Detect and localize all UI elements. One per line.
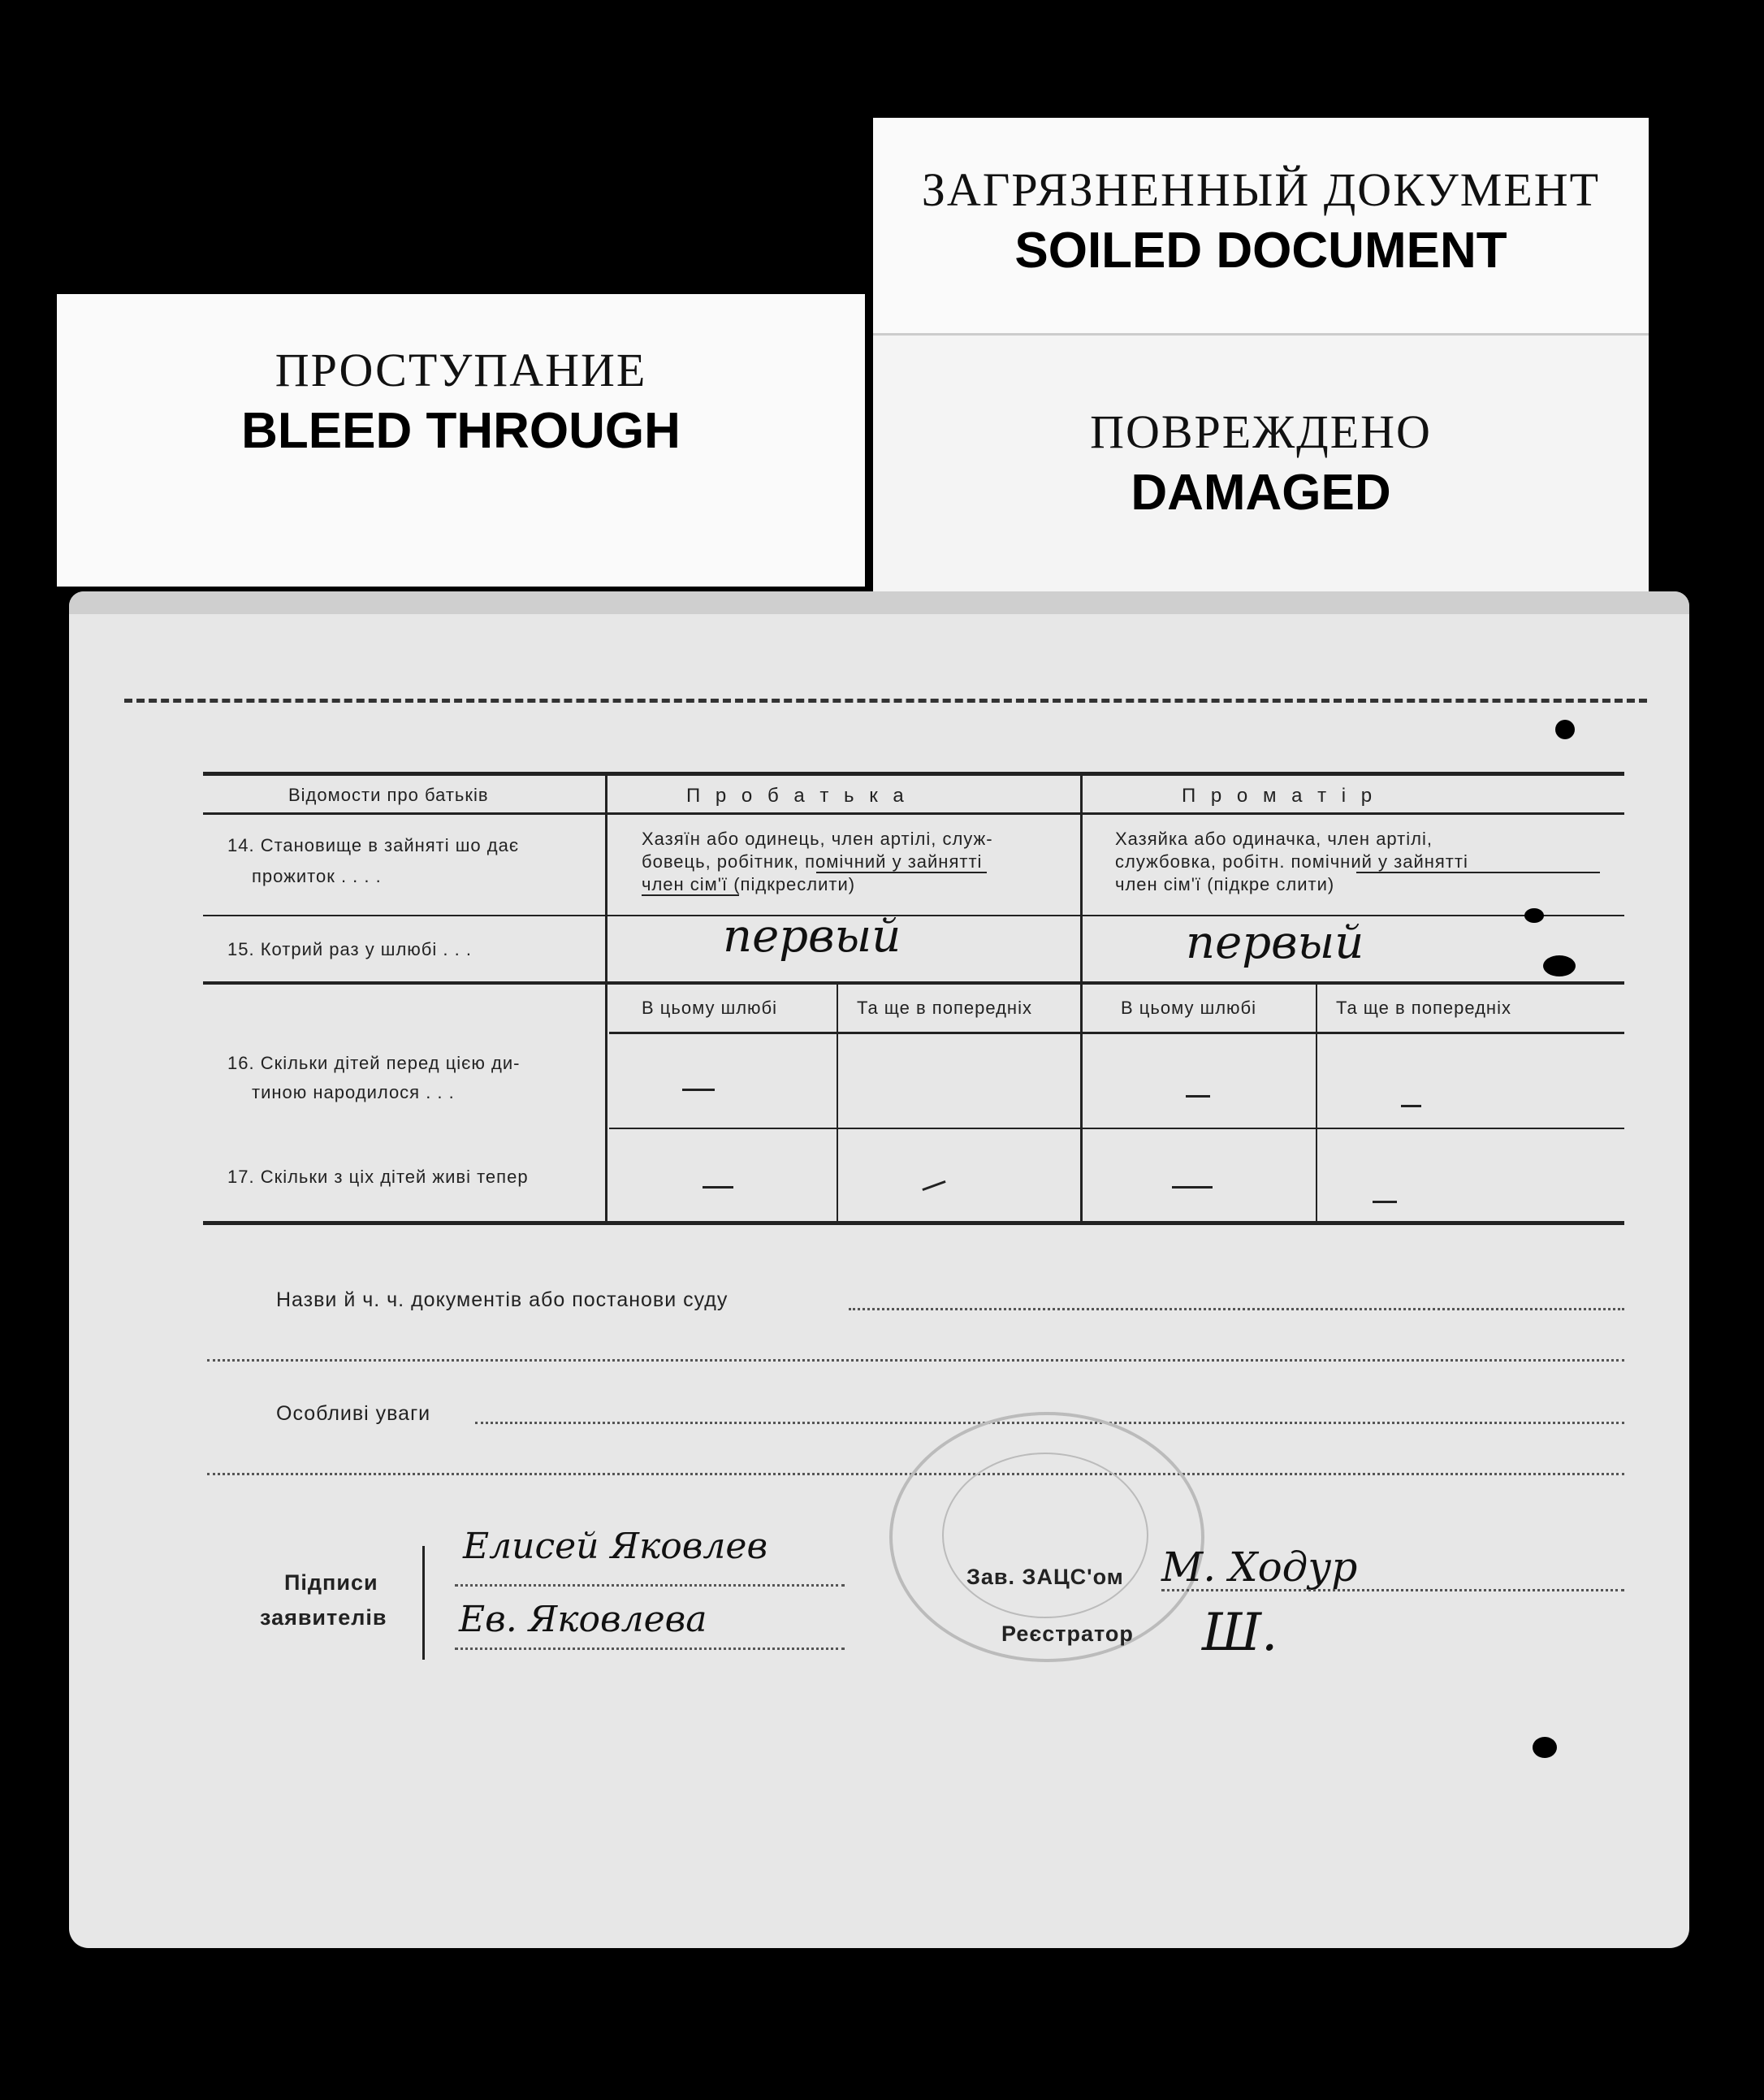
remarks-label: Особливі уваги <box>276 1402 431 1425</box>
head-zags-label: Зав. ЗАЦС'ом <box>966 1565 1124 1589</box>
head-zags-line <box>1161 1589 1624 1591</box>
father-underline-2 <box>642 894 739 896</box>
documents-fill-line-2 <box>207 1359 1624 1362</box>
row14-label-line2: прожиток . . . . <box>252 866 382 886</box>
signatures-bracket <box>422 1546 425 1660</box>
damage-hole-2 <box>1524 908 1544 923</box>
row16-label-line2: тиною народилося . . . <box>252 1082 455 1102</box>
row16-rule <box>609 1128 1624 1129</box>
row17-dash-4 <box>1373 1201 1397 1203</box>
signature-line-2 <box>455 1648 845 1650</box>
row14-label-line1: 14. Становище в зайняті шо дає <box>227 835 520 855</box>
col-divider-father <box>837 981 838 1223</box>
soiled-document-en: SOILED DOCUMENT <box>1014 223 1507 279</box>
row16-label-line1: 16. Скільки дітей перед цією ди- <box>227 1053 521 1073</box>
bleed-through-label-card <box>57 294 865 587</box>
documents-fill-line <box>849 1308 1624 1310</box>
damaged-label-card <box>873 333 1649 595</box>
row15-father-value: первый <box>723 910 901 963</box>
applicant-signature-1: Елисей Яковлев <box>463 1526 768 1567</box>
damaged-ru: ПОВРЕЖДЕНО <box>1090 405 1432 458</box>
row17-dash-2 <box>922 1180 945 1191</box>
damaged-en: DAMAGED <box>1131 465 1391 521</box>
subheader-mother-this: В цьому шлюбі <box>1121 998 1257 1018</box>
damage-hole-3 <box>1543 955 1576 976</box>
subheader-mother-previous: Та ще в попередніх <box>1336 998 1511 1018</box>
row16-dash-3 <box>1186 1095 1210 1098</box>
paper-top-edge <box>69 591 1689 614</box>
row15-label: 15. Котрий раз у шлюбі . . . <box>227 939 472 959</box>
signatures-label-line1: Підписи <box>284 1570 378 1595</box>
row14-father-line2: бовець, робітник, помічний у зайнятті <box>642 851 983 872</box>
row14-mother-line3: член сім'ї (підкре слити) <box>1115 874 1335 894</box>
col-divider-mother <box>1316 981 1317 1223</box>
row15-rule <box>203 981 1624 985</box>
mother-underline-1 <box>1356 872 1600 873</box>
soiled-document-ru: ЗАГРЯЗНЕННЫЙ ДОКУМЕНТ <box>921 163 1601 216</box>
table-bottom-rule <box>203 1221 1624 1225</box>
damage-hole-4 <box>1533 1737 1557 1758</box>
table-top-rule <box>203 772 1624 776</box>
header-parents-info: Відомости про батьків <box>288 785 489 805</box>
col-divider-1 <box>605 772 607 1223</box>
subheader-rule <box>609 1032 1624 1034</box>
documents-label: Назви й ч. ч. документів або постанови суду <box>276 1288 729 1311</box>
header-about-mother: П р о м а т і р <box>1182 785 1377 807</box>
official-seal-inner-ring <box>942 1453 1148 1618</box>
row16-dash-1 <box>682 1089 715 1091</box>
subheader-father-previous: Та ще в попередніх <box>857 998 1032 1018</box>
col-divider-2 <box>1080 772 1083 1223</box>
soiled-document-label-card <box>873 118 1649 345</box>
row14-father-line1: Хазяїн або одинець, член артілі, служ- <box>642 829 993 849</box>
registrar-signature: Ш. <box>1202 1603 1278 1663</box>
signatures-label-line2: заявителів <box>260 1605 387 1630</box>
row14-mother-line1: Хазяйка або одиначка, член артілі, <box>1115 829 1433 849</box>
registrar-label: Реєстратор <box>1001 1622 1134 1646</box>
row14-father-line3: член сім'ї (підкреслити) <box>642 874 856 894</box>
bleed-through-ru: ПРОСТУПАНИЕ <box>275 344 647 396</box>
row17-dash-3 <box>1172 1186 1213 1189</box>
head-zags-signature: М. Ходур <box>1161 1544 1358 1591</box>
row17-dash-1 <box>703 1186 733 1189</box>
perforation-line <box>124 699 1647 703</box>
signature-line-1 <box>455 1584 845 1587</box>
father-underline-1 <box>816 872 987 873</box>
registry-form-page <box>69 591 1689 1948</box>
header-about-father: П р о б а т ь к а <box>686 785 909 807</box>
row17-label: 17. Скільки з ціх дітей живі тепер <box>227 1167 529 1187</box>
header-rule <box>203 812 1624 815</box>
damage-hole-1 <box>1555 720 1575 739</box>
row15-mother-value: первый <box>1186 916 1364 969</box>
applicant-signature-2: Ев. Яковлева <box>459 1599 707 1640</box>
bleed-through-en: BLEED THROUGH <box>241 403 681 459</box>
row14-rule <box>203 915 1624 916</box>
row16-dash-4 <box>1401 1105 1421 1107</box>
subheader-father-this: В цьому шлюбі <box>642 998 778 1018</box>
row14-mother-line2: службовка, робітн. помічний у зайнятті <box>1115 851 1468 872</box>
